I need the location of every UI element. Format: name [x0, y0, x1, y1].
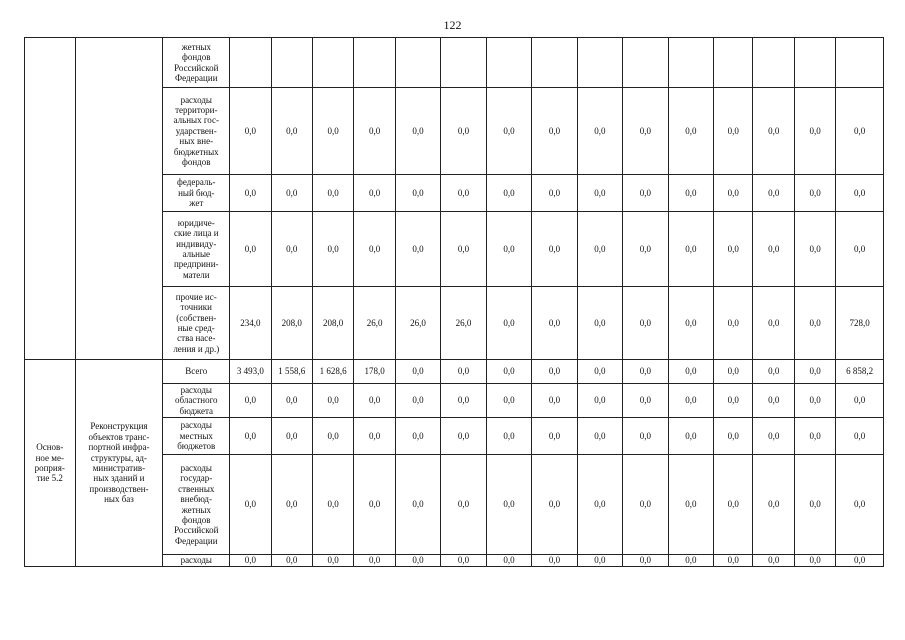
value-cell: 0,0 [577, 555, 622, 567]
value-cell: 0,0 [441, 360, 486, 384]
value-cell: 0,0 [441, 88, 486, 175]
value-cell: 0,0 [714, 360, 753, 384]
value-cell: 0,0 [753, 418, 794, 455]
value-cell: 0,0 [668, 88, 713, 175]
value-cell: 0,0 [577, 455, 622, 555]
funding-source-cell: федераль- ный бюд- жет [163, 175, 230, 212]
value-cell: 0,0 [623, 360, 668, 384]
activity-number-cell [25, 38, 76, 360]
value-cell: 0,0 [395, 555, 440, 567]
value-cell: 0,0 [577, 88, 622, 175]
value-cell: 0,0 [623, 212, 668, 287]
value-cell: 0,0 [794, 384, 835, 418]
value-cell: 0,0 [668, 287, 713, 360]
value-cell: 0,0 [395, 384, 440, 418]
value-cell: 0,0 [577, 287, 622, 360]
value-cell: 0,0 [836, 384, 884, 418]
value-cell: 0,0 [668, 212, 713, 287]
value-cell: 0,0 [230, 384, 271, 418]
value-cell: 0,0 [441, 212, 486, 287]
value-cell: 0,0 [271, 418, 312, 455]
value-cell: 0,0 [753, 360, 794, 384]
funding-source-cell: расходы территори- альных гос- ударствен- ных вне- бюджетных фондов [163, 88, 230, 175]
value-cell: 0,0 [486, 360, 531, 384]
value-cell: 0,0 [532, 455, 577, 555]
value-cell: 0,0 [271, 384, 312, 418]
value-cell: 0,0 [668, 384, 713, 418]
value-cell [312, 38, 353, 88]
value-cell: 0,0 [441, 455, 486, 555]
value-cell: 0,0 [486, 418, 531, 455]
value-cell: 1 558,6 [271, 360, 312, 384]
value-cell: 0,0 [230, 418, 271, 455]
value-cell [714, 38, 753, 88]
activity-name-cell [75, 38, 163, 360]
value-cell: 0,0 [486, 175, 531, 212]
value-cell: 0,0 [395, 175, 440, 212]
value-cell: 0,0 [577, 384, 622, 418]
value-cell: 0,0 [532, 88, 577, 175]
page-number: 122 [443, 18, 462, 32]
value-cell: 0,0 [794, 455, 835, 555]
value-cell: 0,0 [714, 175, 753, 212]
value-cell: 0,0 [836, 88, 884, 175]
value-cell: 728,0 [836, 287, 884, 360]
value-cell: 0,0 [532, 418, 577, 455]
value-cell: 26,0 [354, 287, 395, 360]
value-cell: 0,0 [623, 287, 668, 360]
value-cell: 0,0 [312, 384, 353, 418]
value-cell: 0,0 [577, 418, 622, 455]
funding-source-cell: прочие ис- точники (собствен- ные сред- ства насе- ления и др.) [163, 287, 230, 360]
value-cell: 0,0 [395, 418, 440, 455]
value-cell: 0,0 [714, 384, 753, 418]
value-cell: 0,0 [753, 455, 794, 555]
value-cell: 0,0 [230, 88, 271, 175]
value-cell: 0,0 [441, 555, 486, 567]
value-cell: 208,0 [271, 287, 312, 360]
value-cell: 0,0 [577, 360, 622, 384]
value-cell: 0,0 [271, 212, 312, 287]
value-cell: 0,0 [486, 384, 531, 418]
value-cell: 0,0 [271, 175, 312, 212]
value-cell: 0,0 [836, 455, 884, 555]
value-cell: 0,0 [836, 555, 884, 567]
value-cell: 0,0 [441, 175, 486, 212]
value-cell: 0,0 [230, 212, 271, 287]
value-cell [230, 38, 271, 88]
value-cell: 234,0 [230, 287, 271, 360]
value-cell: 0,0 [623, 88, 668, 175]
value-cell: 0,0 [714, 555, 753, 567]
value-cell: 0,0 [577, 175, 622, 212]
value-cell: 0,0 [794, 418, 835, 455]
value-cell: 0,0 [753, 212, 794, 287]
value-cell: 0,0 [486, 88, 531, 175]
table-row [25, 38, 884, 88]
value-cell: 0,0 [271, 88, 312, 175]
value-cell: 1 628,6 [312, 360, 353, 384]
value-cell: 26,0 [395, 287, 440, 360]
value-cell: 0,0 [577, 212, 622, 287]
value-cell: 0,0 [836, 418, 884, 455]
value-cell: 0,0 [668, 175, 713, 212]
value-cell: 0,0 [441, 384, 486, 418]
value-cell [753, 38, 794, 88]
value-cell: 0,0 [486, 212, 531, 287]
value-cell [354, 38, 395, 88]
value-cell: 0,0 [395, 455, 440, 555]
value-cell: 0,0 [354, 384, 395, 418]
value-cell: 3 493,0 [230, 360, 271, 384]
value-cell: 0,0 [794, 88, 835, 175]
value-cell: 0,0 [532, 212, 577, 287]
value-cell: 0,0 [486, 455, 531, 555]
value-cell: 0,0 [532, 287, 577, 360]
funding-source-cell: расходы областного бюджета [163, 384, 230, 418]
value-cell: 0,0 [753, 384, 794, 418]
value-cell: 0,0 [836, 175, 884, 212]
value-cell: 178,0 [354, 360, 395, 384]
value-cell: 0,0 [354, 418, 395, 455]
value-cell: 0,0 [395, 212, 440, 287]
value-cell: 0,0 [312, 175, 353, 212]
value-cell: 0,0 [753, 175, 794, 212]
value-cell: 0,0 [836, 212, 884, 287]
value-cell: 0,0 [623, 175, 668, 212]
value-cell: 0,0 [668, 360, 713, 384]
funding-source-cell: расходы государ- ственных внебюд- жетных фондов Российской Федерации [163, 455, 230, 555]
funding-source-cell: Всего [163, 360, 230, 384]
value-cell: 0,0 [312, 455, 353, 555]
value-cell: 0,0 [714, 212, 753, 287]
value-cell: 0,0 [312, 418, 353, 455]
value-cell: 0,0 [395, 88, 440, 175]
value-cell: 0,0 [794, 175, 835, 212]
value-cell: 0,0 [714, 287, 753, 360]
value-cell [441, 38, 486, 88]
table-row [25, 360, 884, 384]
value-cell [532, 38, 577, 88]
value-cell: 0,0 [794, 212, 835, 287]
value-cell: 0,0 [668, 455, 713, 555]
value-cell [486, 38, 531, 88]
funding-source-cell: расходы [163, 555, 230, 567]
value-cell: 0,0 [354, 455, 395, 555]
value-cell: 6 858,2 [836, 360, 884, 384]
value-cell: 0,0 [794, 287, 835, 360]
funding-source-cell: жетных фондов Российской Федерации [163, 38, 230, 88]
value-cell: 0,0 [794, 555, 835, 567]
funding-source-cell: юридиче- ские лица и индивиду- альные предприни- матели [163, 212, 230, 287]
value-cell: 0,0 [395, 360, 440, 384]
value-cell: 0,0 [230, 555, 271, 567]
value-cell: 0,0 [312, 88, 353, 175]
value-cell: 0,0 [623, 455, 668, 555]
value-cell: 0,0 [753, 555, 794, 567]
value-cell: 0,0 [230, 455, 271, 555]
value-cell: 0,0 [794, 360, 835, 384]
value-cell: 0,0 [714, 88, 753, 175]
value-cell: 0,0 [714, 455, 753, 555]
value-cell: 0,0 [486, 287, 531, 360]
value-cell [623, 38, 668, 88]
value-cell: 0,0 [532, 384, 577, 418]
activity-number-cell: Основ- ное ме- роприя- тие 5.2 [25, 360, 76, 567]
value-cell: 0,0 [230, 175, 271, 212]
value-cell: 0,0 [668, 418, 713, 455]
value-cell: 0,0 [532, 360, 577, 384]
value-cell: 208,0 [312, 287, 353, 360]
value-cell: 0,0 [312, 212, 353, 287]
value-cell [836, 38, 884, 88]
funding-table [24, 37, 884, 567]
value-cell [794, 38, 835, 88]
value-cell: 0,0 [532, 555, 577, 567]
value-cell [668, 38, 713, 88]
value-cell: 0,0 [354, 88, 395, 175]
value-cell: 0,0 [753, 88, 794, 175]
value-cell [577, 38, 622, 88]
value-cell [395, 38, 440, 88]
value-cell: 0,0 [623, 384, 668, 418]
value-cell: 0,0 [623, 418, 668, 455]
value-cell: 0,0 [668, 555, 713, 567]
value-cell [271, 38, 312, 88]
value-cell: 0,0 [271, 455, 312, 555]
value-cell: 0,0 [441, 418, 486, 455]
value-cell: 0,0 [486, 555, 531, 567]
value-cell: 0,0 [354, 212, 395, 287]
value-cell: 0,0 [623, 555, 668, 567]
value-cell: 26,0 [441, 287, 486, 360]
funding-source-cell: расходы местных бюджетов [163, 418, 230, 455]
activity-name-cell: Реконструкция объектов транс- портной инфра- структуры, ад- министратив- ных зданий и производствен- ных баз [75, 360, 163, 567]
value-cell: 0,0 [312, 555, 353, 567]
value-cell: 0,0 [532, 175, 577, 212]
value-cell: 0,0 [354, 555, 395, 567]
value-cell: 0,0 [271, 555, 312, 567]
value-cell: 0,0 [753, 287, 794, 360]
value-cell: 0,0 [354, 175, 395, 212]
value-cell: 0,0 [714, 418, 753, 455]
